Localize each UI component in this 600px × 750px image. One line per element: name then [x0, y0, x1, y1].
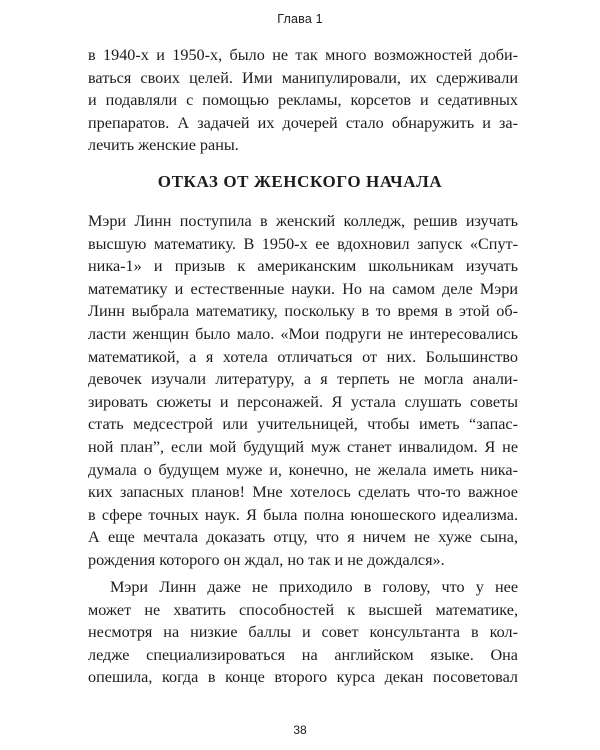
text-line: ваться своих целей. Ими манипулировали, их сдерживали — [88, 68, 518, 87]
text-line: в 1940-х и 1950-х, было не так много возможностей доби- — [88, 46, 518, 64]
text-line: ной план”, если мой будущий муж станет инвалидом. Я не — [88, 437, 518, 456]
section-heading: ОТКАЗ ОТ ЖЕНСКОГО НАЧАЛА — [157, 172, 443, 191]
text-line: А еще мечтала доказать отцу, что я ничем не хуже сына, — [88, 528, 518, 547]
text-line: ледже специализироваться на английском языке. Она — [88, 645, 518, 664]
text-line: математикой, а я хотела отличаться от них. Большинство — [88, 347, 518, 366]
text-line: девочек изучали литературу, а я терпеть не могла анали- — [88, 370, 518, 389]
text-line: лечить женские раны. — [88, 136, 239, 155]
text-line: стать медсестрой или учительницей, чтобы иметь “запас- — [88, 415, 518, 434]
text-line: математику и естественные науки. Но на самом деле Мэри — [88, 279, 518, 298]
text-line: Мэри Линн поступила в женский колледж, решив изучать — [88, 212, 518, 230]
paragraph-1 — [88, 210, 518, 572]
text-line: может не хватить способностей к высшей математике, — [88, 600, 518, 619]
text-line: Мэри Линн даже не приходило в голову, что у нее — [110, 578, 518, 596]
text-line: Линн выбрала математику, поскольку в то время в этой об- — [88, 302, 518, 321]
text-line: опешила, когда в конце второго курса декан посоветовал — [88, 668, 518, 687]
paragraph-2 — [88, 576, 518, 689]
text-line: препаратов. А задачей их дочерей стало обнаружить и за- — [88, 113, 518, 132]
text-line: несмотря на низкие баллы и совет консультанта в кол- — [88, 623, 518, 642]
page-number: 38 — [293, 723, 307, 737]
text-line: рождения которого он ждал, но так и не дождался». — [88, 550, 445, 569]
text-line: ника-1» и призыв к американским школьникам изучать — [88, 257, 518, 276]
text-line: в сфере точных наук. Я была полна юношеского идеализма. — [88, 505, 518, 524]
text-line: и подавляли с помощью рекламы, корсетов и седативных — [88, 91, 518, 110]
text-line: зировать сюжеты и персонажей. Я устала слушать советы — [88, 392, 518, 411]
text-line: ких запасных планов! Мне хотелось сделать что-то важное — [88, 483, 518, 502]
text-line: высшую математику. В 1950-х ее вдохновил запуск «Спут- — [88, 234, 518, 253]
text-line: думала о будущем муже и, конечно, не желала иметь ника- — [88, 460, 518, 479]
opening-paragraph — [88, 44, 518, 157]
text-line: ласти женщин было мало. «Мои подруги не интересовались — [88, 324, 518, 343]
running-header: Глава 1 — [277, 12, 323, 26]
